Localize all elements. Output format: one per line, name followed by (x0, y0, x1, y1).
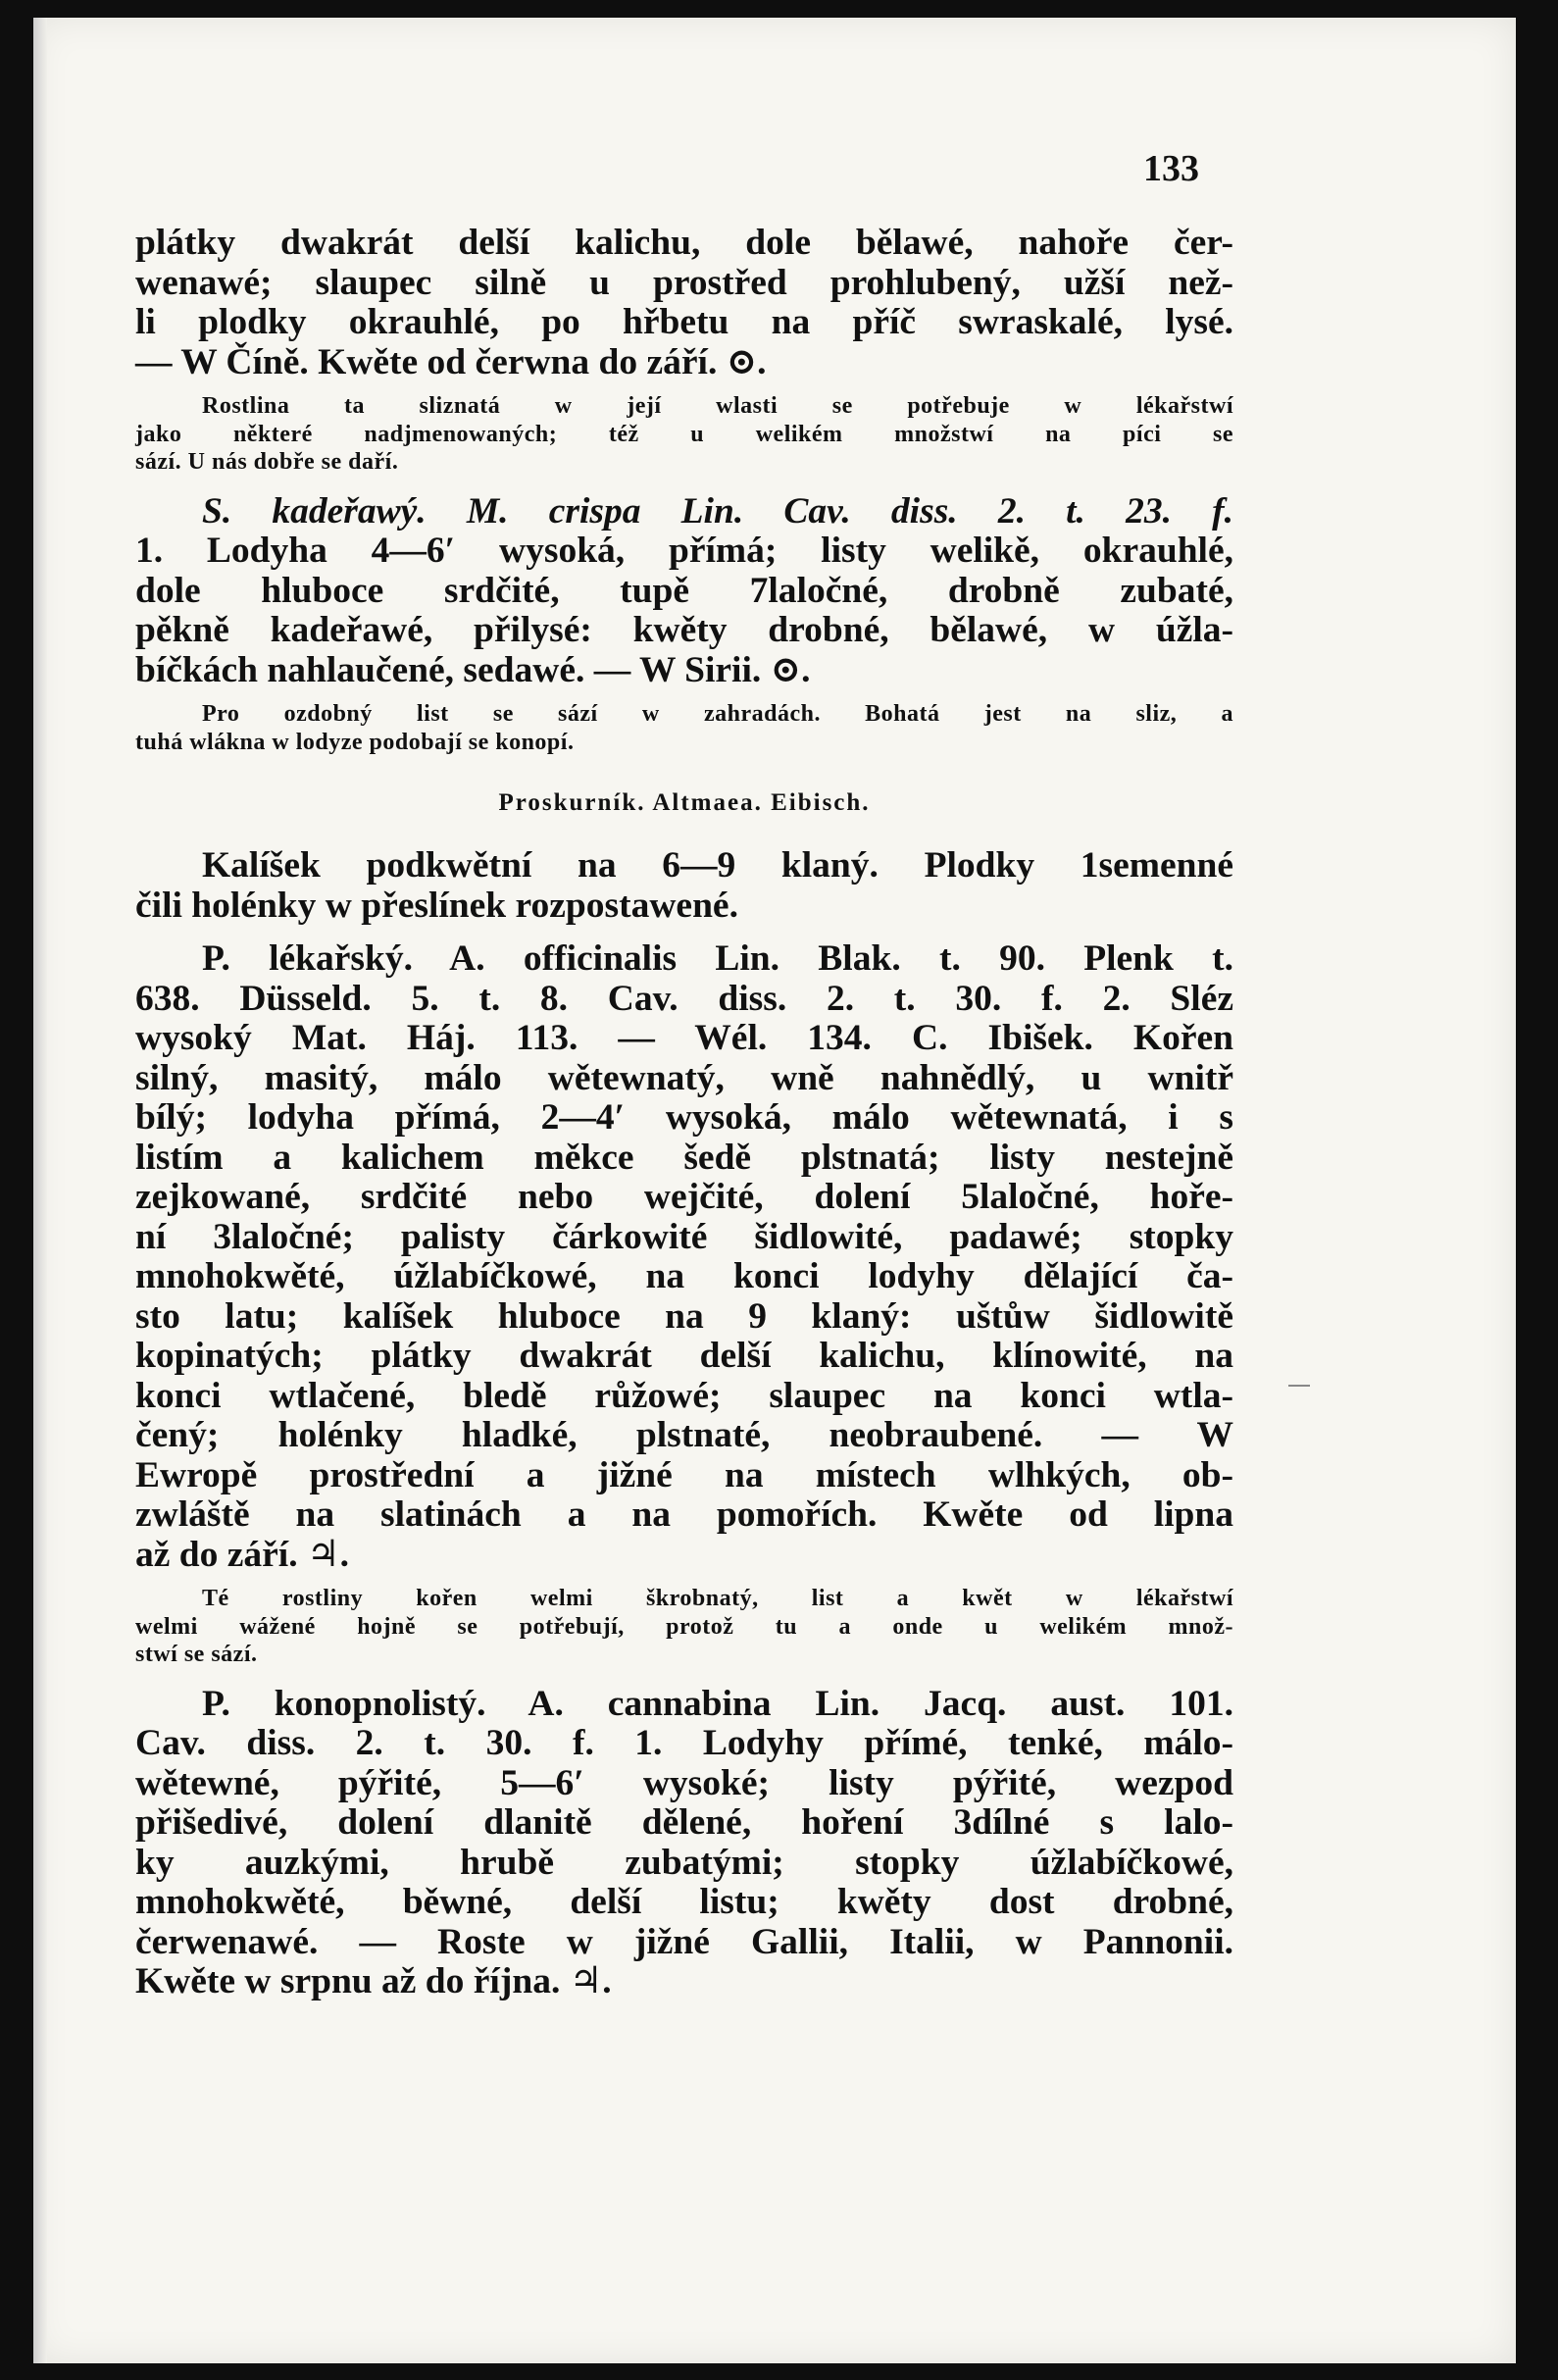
paragraph-species-lekarsky (135, 939, 1233, 1575)
note-1 (135, 392, 1233, 477)
text-line: sto latu; kalíšek hluboce na 9 klaný: uštůw šidlowitě (135, 1295, 1233, 1337)
page-text (135, 224, 1233, 2002)
note-line: tuhá wlákna w lodyze podobají se konopí. (135, 729, 575, 755)
text-line: čený; holénky hladké, plstnaté, neobraubené. — W (135, 1415, 1233, 1455)
note-line: welmi wážené hojně se potřebují, protož tu a onde u welikém množ- (135, 1613, 1233, 1640)
text-line: listím a kalichem měkce šedě plstnatá; listy nestejně (135, 1137, 1233, 1178)
note-line: Pro ozdobný list se sází w zahradách. Bohatá jest na sliz, a (202, 701, 1233, 727)
note-3 (135, 1585, 1233, 1669)
text-line: plátky dwakrát delší kalichu, dole bělawé, nahoře čer- (135, 223, 1233, 263)
text-line: Cav. diss. 2. t. 30. f. 1. Lodyhy přímé, tenké, málo- (135, 1723, 1233, 1763)
text-line: čerwenawé. — Roste w jižné Gallii, Italii, w Pannonii. (135, 1921, 1233, 1962)
note-line: stwí se sází. (135, 1642, 258, 1667)
text-line: ní 3laločné; palisty čárkowité šidlowité, padawé; stopky (135, 1216, 1233, 1257)
text-line: až do září. ♃. (135, 1534, 349, 1575)
text-line: čili holénky w přeslínek rozpostawené. (135, 885, 738, 926)
text-line: Ewropě prostřední a jižné na místech wlhkých, ob- (135, 1454, 1233, 1495)
paragraph-species-konopnolisty (135, 1685, 1233, 2002)
genus-heading: Proskurník. Altmaea. Eibisch. (498, 789, 871, 816)
text-line: — W Číně. Kwěte od čerwna do září. ⊙. (135, 341, 767, 382)
text-line: 1. Lodyha 4—6′ wysoká, přímá; listy welikě, okrauhlé, (135, 531, 1233, 571)
text-line: silný, masitý, málo wětewnatý, wně nahnědlý, u wnitř (135, 1057, 1233, 1098)
page-gutter (33, 18, 47, 2363)
text-line: P. lékařský. A. officinalis Lin. Blak. t. 90. Plenk t. (202, 938, 1233, 979)
text-line: 638. Düsseld. 5. t. 8. Cav. diss. 2. t. 30. f. 2. Sléz (135, 978, 1233, 1019)
text-line: ky auzkými, hrubě zubatými; stopky úžlabíčkowé, (135, 1842, 1233, 1883)
text-line: zwláště na slatinách a na pomořích. Kwěte od lipna (135, 1494, 1233, 1535)
paragraph-1 (135, 224, 1233, 382)
text-line: wysoký Mat. Háj. 113. — Wél. 134. C. Ibišek. Kořen (135, 1018, 1233, 1058)
margin-mark (1288, 1385, 1310, 1387)
paragraph-genus-description (135, 846, 1233, 926)
text-line: konci wtlačené, bledě růžowé; slaupec na konci wtla- (135, 1375, 1233, 1416)
note-line: jako některé nadjmenowaných; též u welikém množstwí na píci se (135, 421, 1233, 447)
text-line: mnohokwěté, úžlabíčkowé, na konci lodyhy dělající ča- (135, 1256, 1233, 1296)
text-line: li plodky okrauhlé, po hřbetu na příč swraskalé, lysé. (135, 302, 1233, 342)
text-line: bíčkách nahlaučené, sedawé. — W Sirii. ⊙. (135, 649, 811, 690)
note-line: sází. U nás dobře se daří. (135, 449, 399, 475)
book-page (33, 18, 1516, 2363)
text-line: pěkně kadeřawé, přilysé: kwěty drobné, bělawé, w úžla- (135, 610, 1233, 650)
note-line: Té rostliny kořen welmi škrobnatý, list a kwět w lékařstwí (202, 1586, 1233, 1611)
text-line: wětewné, pýřité, 5—6′ wysoké; listy pýřité, wezpod (135, 1762, 1233, 1803)
text-line: přišedivé, dolení dlanitě dělené, hoření 3dílné s lalo- (135, 1802, 1233, 1843)
text-line: S. kadeřawý. M. crispa Lin. Cav. diss. 2. t. 23. f. (202, 490, 1233, 532)
text-line: zejkowané, srdčité nebo wejčité, dolení 5laločné, hoře- (135, 1177, 1233, 1217)
text-line: kopinatých; plátky dwakrát delší kalichu, klínowité, na (135, 1336, 1233, 1376)
text-line: wenawé; slaupec silně u prostřed prohlubený, užší než- (135, 262, 1233, 303)
text-line: dole hluboce srdčité, tupě 7laločné, drobně zubaté, (135, 570, 1233, 611)
text-line: Kalíšek podkwětní na 6—9 klaný. Plodky 1semenné (202, 845, 1233, 886)
page-number: 133 (1143, 148, 1199, 189)
text-line: P. konopnolistý. A. cannabina Lin. Jacq. aust. 101. (202, 1683, 1233, 1724)
note-2 (135, 700, 1233, 756)
paragraph-species-kaderavy (135, 492, 1233, 691)
text-line: Kwěte w srpnu až do října. ♃. (135, 1961, 612, 2001)
text-line: mnohokwěté, běwné, delší listu; kwěty dost drobné, (135, 1882, 1233, 1922)
note-line: Rostlina ta sliznatá w její wlasti se potřebuje w lékařstwí (202, 393, 1233, 419)
text-line: bílý; lodyha přímá, 2—4′ wysoká, málo wětewnatá, i s (135, 1097, 1233, 1138)
